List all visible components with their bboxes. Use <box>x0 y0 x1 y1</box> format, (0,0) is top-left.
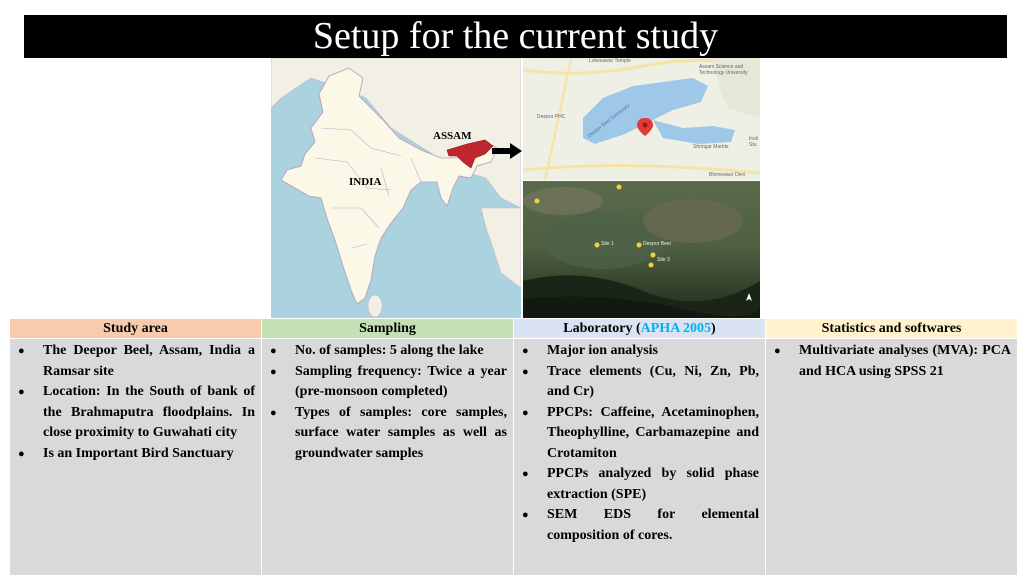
bullet-icon: ● <box>522 468 529 480</box>
list-item: ● PPCPs: Caffeine, Acetaminophen, Theophylline, Carbamazepine and Crotamiton <box>522 404 759 461</box>
list-item: ● Multivariate analyses (MVA): PCA and HCA using SPSS 21 <box>774 343 1011 379</box>
title-bar <box>24 15 1007 58</box>
satellite-label-site3: Site 3 <box>657 257 670 263</box>
bullet-icon: ● <box>774 345 781 357</box>
india-map-graphic <box>271 58 521 318</box>
street-label-lake: Deepor Beel Sanctuary <box>586 102 632 140</box>
bullet-icon: ● <box>522 509 529 521</box>
bullet-icon: ● <box>522 406 529 419</box>
india-map <box>271 58 521 318</box>
street-label-top-left: Lokesawar Temple <box>589 58 631 64</box>
street-label-left: Deepor PHC <box>537 114 566 120</box>
satellite-map <box>523 181 760 318</box>
list-item: ● The Deepor Beel, Assam, India a Ramsar site <box>18 343 255 379</box>
street-map <box>523 58 760 180</box>
map-label-assam: ASSAM <box>433 130 472 142</box>
list-item: ● Major ion analysis <box>518 341 759 362</box>
column-study-area <box>10 319 261 575</box>
bullet-icon: ● <box>522 345 529 357</box>
header-laboratory: Laboratory (APHA 2005) <box>514 319 765 339</box>
arrow-right-icon <box>492 143 522 159</box>
list-item: ● Trace elements (Cu, Ni, Zn, Pb, and Cr) <box>522 363 759 399</box>
street-label-top-right: Assam Science and Technology University <box>699 64 748 76</box>
satellite-graphic <box>523 181 760 318</box>
study-area-list <box>14 341 255 464</box>
map-label-india: INDIA <box>349 176 382 188</box>
bullet-icon: ● <box>18 386 25 398</box>
column-statistics <box>766 319 1017 575</box>
list-item: ● Is an Important Bird Sanctuary <box>14 444 255 465</box>
list-item: ● PPCPs analyzed by solid phase extraction (SPE) <box>522 466 759 502</box>
column-laboratory <box>514 319 765 575</box>
bullet-icon: ● <box>522 365 529 378</box>
street-label-right-mid: Shringar Marble <box>693 144 729 150</box>
column-sampling <box>262 319 513 575</box>
header-study-area: Study area <box>10 319 261 339</box>
statistics-list <box>770 341 1011 382</box>
bullet-icon: ● <box>18 345 25 357</box>
sampling-list <box>266 341 507 464</box>
header-statistics: Statistics and softwares <box>766 319 1017 339</box>
bullet-icon: ● <box>270 406 277 419</box>
bullet-icon: ● <box>270 345 277 357</box>
street-label-right-edge: Insti Stu <box>749 136 759 148</box>
list-item: ● Sampling frequency: Twice a year (pre-monsoon completed) <box>270 363 507 399</box>
apha-reference: APHA 2005 <box>640 321 712 336</box>
bullet-icon: ● <box>18 447 25 460</box>
satellite-label-site2: Deepor Beel <box>643 241 671 247</box>
list-item: ● SEM EDS for elemental composition of cores. <box>522 507 759 543</box>
list-item: ● No. of samples: 5 along the lake <box>266 341 507 362</box>
list-item: ● Types of samples: core samples, surface water samples as well as groundwater samples <box>270 404 507 461</box>
satellite-label-site1: Site 1 <box>601 241 614 247</box>
list-item: ● Location: In the South of bank of the Brahmaputra floodplains. In close proximity to Guwahati city <box>18 384 255 440</box>
page-title: Setup for the current study <box>312 15 719 57</box>
bullet-icon: ● <box>270 365 277 378</box>
study-setup-table <box>10 319 1016 575</box>
laboratory-list <box>518 341 759 546</box>
header-sampling: Sampling <box>262 319 513 339</box>
street-label-bottom: Bhimeswer Devi <box>709 172 746 178</box>
